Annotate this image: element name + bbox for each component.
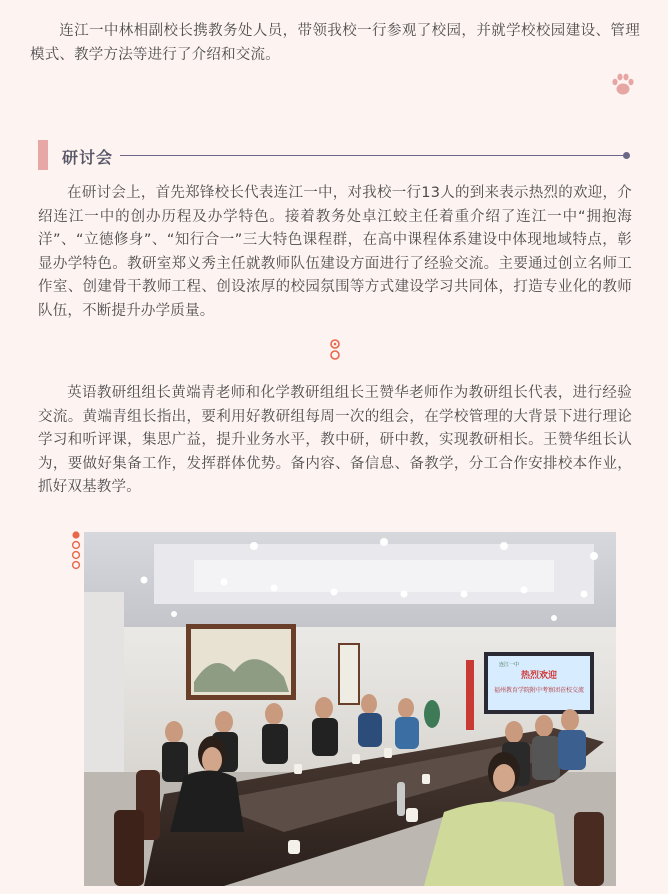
meeting-photo xyxy=(84,532,616,886)
ring-chain-icon xyxy=(70,530,82,574)
section-accent-bar xyxy=(38,140,48,170)
teaching-groups-paragraph: 英语教研组组长黄端青老师和化学教研组组长王赞华老师作为教研组长代表，进行经验交流。黄端青组长指出，要利用好教研组每周一次的组会，在学校管理的大背景下进行理论学习和听评课，集思广益，提升业务水平，教中研，研中教，实现教研相长。王赞华组长认为，要做好集备工作，发挥群体优势。备内容、备信息、备教学，分工合作安排校本作业，抓好双基教学。 xyxy=(38,385,632,495)
banner-logo: 连江一中 xyxy=(499,662,520,668)
ring-divider-icon xyxy=(329,338,341,362)
seminar-paragraph: 在研讨会上，首先郑锋校长代表连江一中，对我校一行13人的到来表示热烈的欢迎，介绍连江一中的创办历程及办学特色。接着教务处卓江蛟主任着重介绍了连江一中“拥抱海洋”、“立德修身”、“知行合一”三大特色课程群，在高中课程体系建设中体现地域特点，彰显办学特色。教研室郑义秀主任就教师队伍建设方面进行了经验交流。主要通过创立名师工作室、创建骨干教师工程、创设浓厚的校园氛围等方式建设学习共同体，打造专业化的教师队伍，不断提升办学质量。 xyxy=(38,185,632,319)
section-heading xyxy=(38,140,632,170)
section-rule xyxy=(120,155,624,156)
section-title: 研讨会 xyxy=(62,148,114,167)
intro-paragraph: 连江一中林相副校长携教务处人员，带领我校一行参观了校园，并就学校校园建设、管理模式、教学方法等进行了介绍和交流。 xyxy=(30,23,640,63)
paw-icon xyxy=(610,72,636,96)
section-rule-dot xyxy=(623,152,630,159)
banner-welcome: 热烈欢迎 xyxy=(520,671,558,681)
banner-subtitle: 福州教育学院附中考察团莅校交流 xyxy=(493,687,585,694)
